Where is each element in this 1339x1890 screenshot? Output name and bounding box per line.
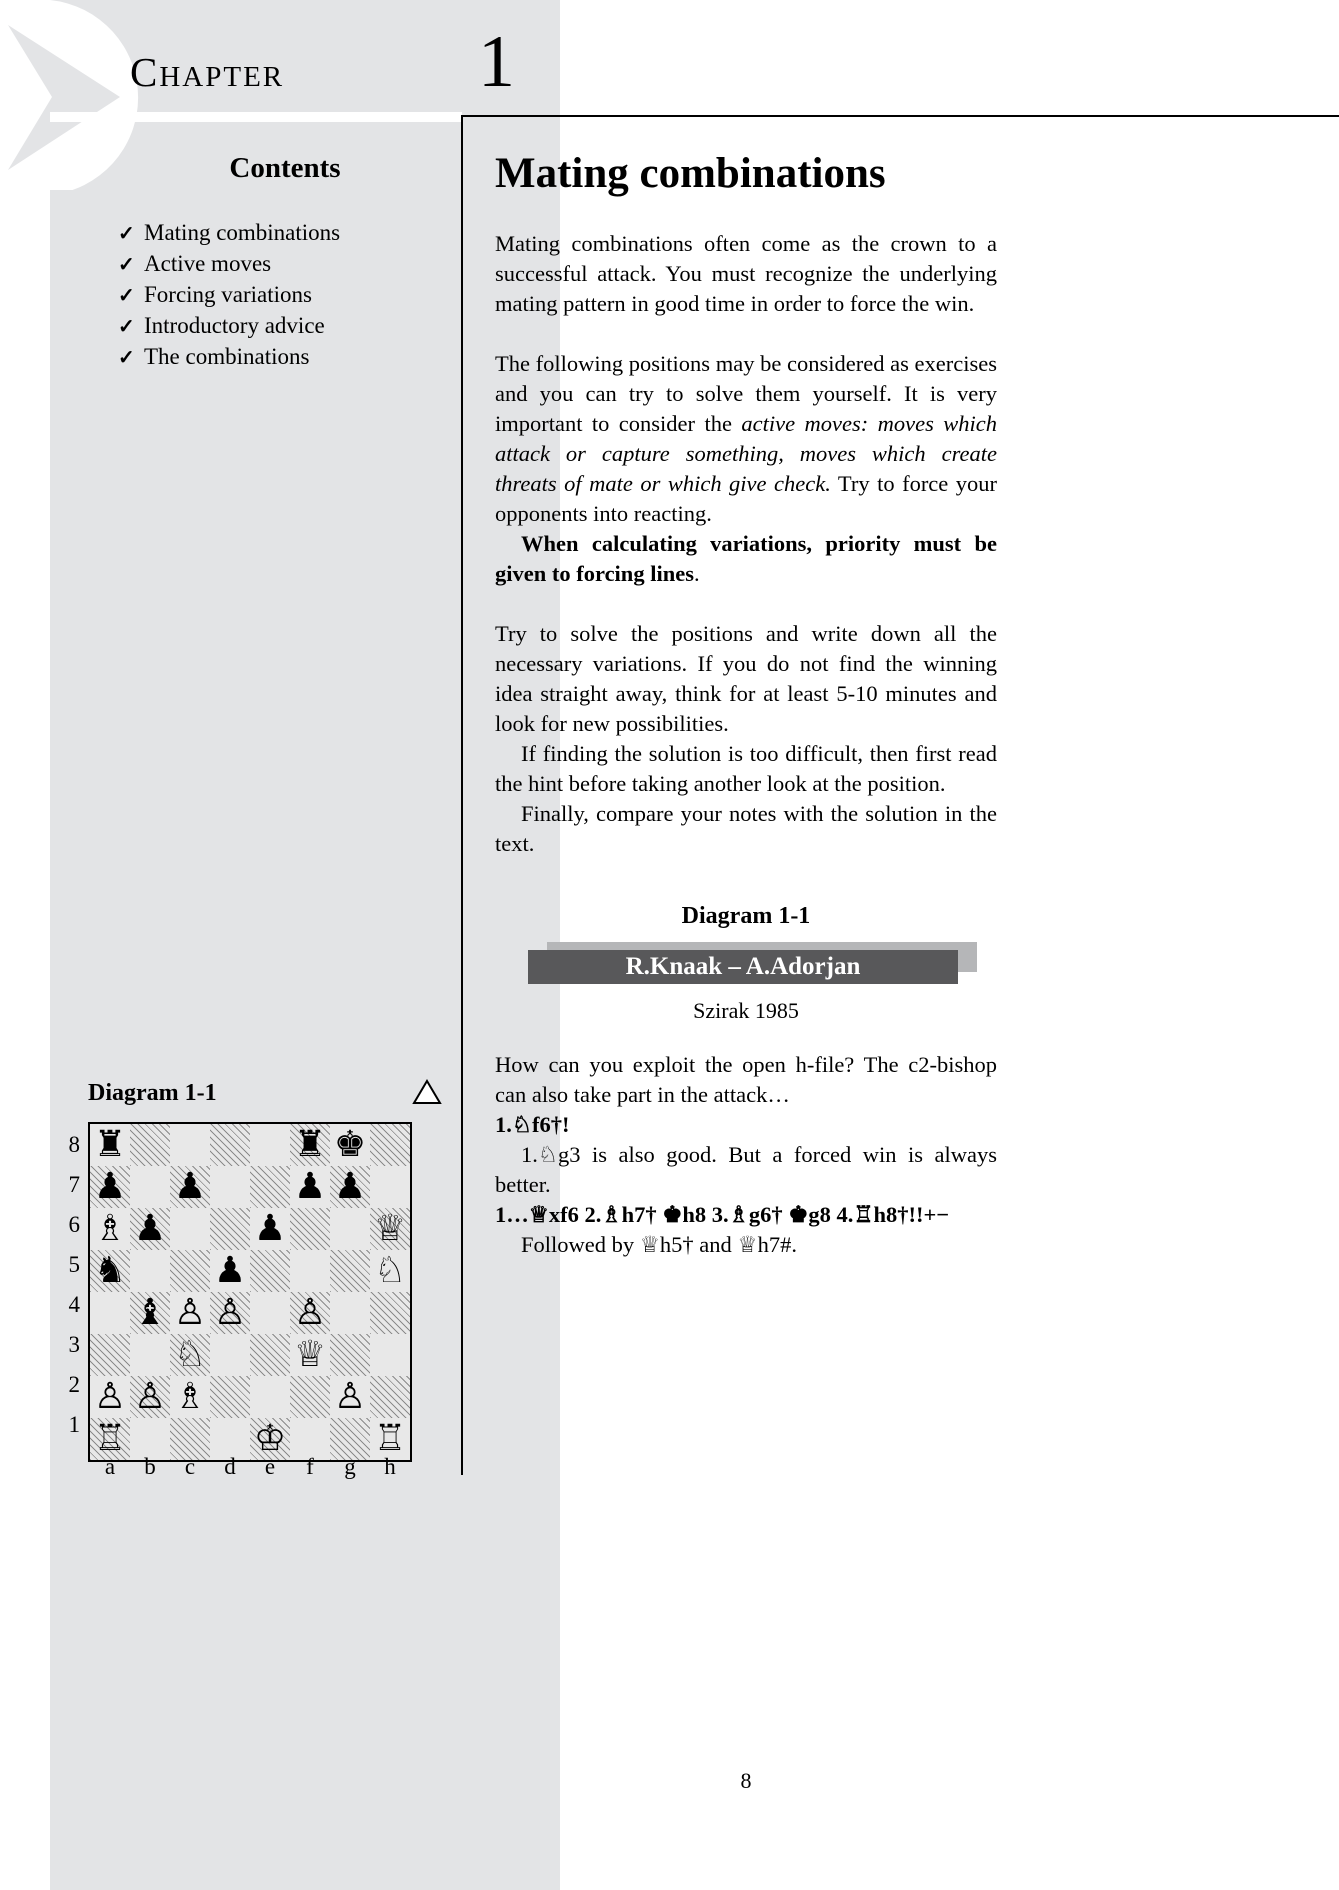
board-square[interactable] — [290, 1250, 330, 1292]
board-square[interactable] — [130, 1123, 170, 1166]
rank-label: 6 — [68, 1212, 80, 1237]
event-line: Szirak 1985 — [693, 998, 799, 1024]
board-square[interactable] — [210, 1166, 250, 1208]
rank-label: 8 — [68, 1132, 80, 1157]
board-square[interactable] — [89, 1250, 130, 1292]
chess-piece: ♘ — [173, 1334, 207, 1374]
board-square[interactable] — [330, 1123, 370, 1166]
check-icon: ✓ — [118, 347, 135, 369]
rank-label: 2 — [68, 1372, 80, 1397]
board-square[interactable] — [290, 1292, 330, 1334]
board-square[interactable] — [330, 1292, 370, 1334]
chess-piece: ♕ — [293, 1334, 327, 1374]
chess-piece: ♚ — [333, 1124, 367, 1164]
right-diagram-label: Diagram 1-1 — [681, 903, 811, 930]
chess-piece: ♙ — [213, 1292, 247, 1332]
board-square[interactable] — [330, 1334, 370, 1376]
rank-label: 3 — [68, 1332, 80, 1357]
contents-item[interactable] — [118, 249, 518, 280]
file-label: a — [104, 1454, 116, 1479]
board-square[interactable] — [170, 1250, 210, 1292]
board-square[interactable] — [290, 1376, 330, 1418]
chess-piece: ♟ — [253, 1208, 287, 1248]
file-label: d — [224, 1454, 236, 1479]
chess-piece: ♗ — [93, 1208, 127, 1248]
file-label: h — [384, 1454, 396, 1479]
board-square[interactable] — [250, 1123, 290, 1166]
chapter-word: Chapter — [130, 49, 285, 95]
paragraph-compare: Finally, compare your notes with the solution in the text. — [495, 801, 997, 857]
paragraph-exercises — [495, 349, 997, 529]
chess-piece: ♟ — [213, 1250, 247, 1290]
contents-item-label: The combinations — [144, 344, 310, 369]
board-square[interactable] — [210, 1334, 250, 1376]
board-square[interactable] — [370, 1376, 411, 1418]
para2-italic: active moves: moves which attack or capture something, moves which create threats of mate or which give check. — [495, 411, 998, 497]
main-column — [495, 150, 997, 1260]
chapter-number: 1 — [478, 21, 515, 103]
chess-board-wrap — [68, 1122, 412, 1479]
para2-tail: Try to force your opponents into reacting. — [495, 471, 998, 527]
diagram-block — [60, 1080, 460, 1116]
board-square[interactable] — [250, 1250, 290, 1292]
contents-item-label: Forcing variations — [144, 282, 312, 307]
chess-piece: ♟ — [133, 1208, 167, 1248]
priority-bold: When calculating variations, priority must be given to forcing lines — [495, 531, 997, 587]
board-square[interactable] — [370, 1123, 411, 1166]
contents-item-label: Introductory advice — [144, 313, 325, 338]
contents-item[interactable] — [118, 311, 518, 342]
analysis-move1: 1.♘f6†! — [495, 1112, 570, 1138]
game-banner — [495, 942, 997, 986]
board-square[interactable] — [250, 1166, 290, 1208]
file-label: e — [264, 1454, 276, 1479]
board-square[interactable] — [210, 1376, 250, 1418]
chess-piece: ♟ — [93, 1166, 127, 1206]
chess-piece: ♖ — [93, 1418, 127, 1458]
file-label: g — [344, 1454, 356, 1479]
board-square[interactable] — [250, 1292, 290, 1334]
file-label: f — [306, 1454, 314, 1479]
header-gap — [50, 112, 462, 122]
page-number: 8 — [740, 1768, 752, 1793]
board-square[interactable] — [290, 1208, 330, 1250]
board-square[interactable] — [170, 1292, 210, 1334]
white-triangle-icon — [412, 1078, 442, 1111]
priority-period: . — [693, 561, 700, 587]
chess-piece: ♖ — [373, 1418, 407, 1458]
chess-piece: ♟ — [173, 1166, 207, 1206]
board-rank — [89, 1376, 411, 1418]
board-square[interactable] — [330, 1376, 370, 1418]
board-rank — [89, 1292, 411, 1334]
contents-item-label: Active moves — [144, 251, 272, 276]
board-square[interactable] — [370, 1166, 411, 1208]
chess-piece: ♙ — [93, 1376, 127, 1416]
chess-piece: ♜ — [93, 1124, 127, 1164]
paragraph-priority — [495, 529, 997, 589]
board-square[interactable] — [250, 1208, 290, 1250]
chess-piece: ♟ — [333, 1166, 367, 1206]
chess-piece: ♙ — [173, 1292, 207, 1332]
analysis-question: How can you exploit the open h-file? The c2-bishop can also take part in the attack… — [495, 1052, 997, 1108]
page-title: Mating combinations — [495, 150, 886, 197]
chess-piece: ♘ — [373, 1250, 407, 1290]
board-square[interactable] — [370, 1208, 411, 1250]
board-square[interactable] — [250, 1418, 290, 1461]
chess-piece: ♟ — [293, 1166, 327, 1206]
chess-piece: ♞ — [93, 1250, 127, 1290]
board-square[interactable] — [170, 1123, 210, 1166]
board-square[interactable] — [170, 1334, 210, 1376]
diagram-caption-row — [60, 1080, 460, 1116]
file-label: c — [184, 1454, 196, 1479]
paragraph-solve: Try to solve the positions and write down all the necessary variations. If you do not find the winning idea straight away, think for at least 5-10 minutes and look for new possibilities. — [495, 621, 997, 737]
board-square[interactable] — [89, 1208, 130, 1250]
rank-label: 5 — [68, 1252, 80, 1277]
board-rank — [89, 1208, 411, 1250]
chess-piece: ♙ — [133, 1376, 167, 1416]
contents-item-label: Mating combinations — [144, 220, 341, 245]
board-square[interactable] — [330, 1250, 370, 1292]
contents-item[interactable] — [118, 218, 518, 249]
board-square[interactable] — [330, 1208, 370, 1250]
contents-item[interactable] — [118, 280, 518, 311]
board-rank — [89, 1334, 411, 1376]
board-square[interactable] — [170, 1166, 210, 1208]
analysis-comment2: Followed by ♕h5† and ♕h7#. — [521, 1232, 797, 1258]
contents-list — [118, 218, 518, 373]
board-square[interactable] — [170, 1376, 210, 1418]
file-label: b — [144, 1454, 156, 1479]
diagram-label: Diagram 1-1 — [88, 1080, 217, 1106]
rank-label: 4 — [68, 1292, 80, 1317]
board-square[interactable] — [89, 1334, 130, 1376]
board-square[interactable] — [170, 1208, 210, 1250]
check-icon: ✓ — [118, 223, 135, 245]
board-square[interactable] — [250, 1376, 290, 1418]
check-icon: ✓ — [118, 254, 135, 276]
contents-item[interactable] — [118, 342, 518, 373]
chess-board — [88, 1122, 412, 1462]
board-square[interactable] — [330, 1166, 370, 1208]
board-rank — [89, 1166, 411, 1208]
board-square[interactable] — [130, 1166, 170, 1208]
board-square[interactable] — [370, 1292, 411, 1334]
board-square[interactable] — [89, 1418, 130, 1461]
chess-piece: ♔ — [253, 1418, 287, 1458]
chess-piece: ♜ — [293, 1124, 327, 1164]
check-icon: ✓ — [118, 316, 135, 338]
chess-piece: ♝ — [133, 1292, 167, 1332]
check-icon: ✓ — [118, 285, 135, 307]
board-square[interactable] — [290, 1123, 330, 1166]
analysis-comment1: 1.♘g3 is also good. But a forced win is always better. — [495, 1142, 997, 1198]
board-square[interactable] — [130, 1292, 170, 1334]
board-square[interactable] — [250, 1334, 290, 1376]
board-square[interactable] — [89, 1123, 130, 1166]
board-square[interactable] — [130, 1208, 170, 1250]
contents-title: Contents — [229, 152, 341, 184]
board-square[interactable] — [130, 1334, 170, 1376]
board-square[interactable] — [290, 1166, 330, 1208]
board-square[interactable] — [370, 1418, 411, 1461]
chess-piece: ♙ — [293, 1292, 327, 1332]
header-rule — [461, 115, 1339, 117]
paragraph-hint: If finding the solution is too difficult, then first read the hint before taking another look at the position. — [495, 741, 997, 797]
board-rank — [89, 1123, 411, 1166]
board-square[interactable] — [89, 1166, 130, 1208]
chess-piece: ♗ — [173, 1376, 207, 1416]
paragraph-intro: Mating combinations often come as the crown to a successful attack. You must recognize the underlying mating pattern in good time in order to force the win. — [495, 231, 997, 317]
board-square[interactable] — [130, 1250, 170, 1292]
player-names: R.Knaak – A.Adorjan — [625, 953, 861, 981]
board-square[interactable] — [210, 1123, 250, 1166]
board-square[interactable] — [210, 1292, 250, 1334]
rank-label: 1 — [68, 1412, 80, 1437]
board-square[interactable] — [370, 1250, 411, 1292]
board-square[interactable] — [290, 1334, 330, 1376]
para2-lead: The following positions may be considered as exercises and you can try to solve them yourself. It is very important to consider the — [495, 351, 997, 437]
analysis-mainline: 1…♕xf6 2.♗h7† ♚h8 3.♗g6† ♚g8 4.♖h8†!!+− — [495, 1202, 950, 1228]
analysis-section — [495, 1050, 997, 1260]
board-square[interactable] — [210, 1250, 250, 1292]
chess-piece: ♕ — [373, 1208, 407, 1248]
board-square[interactable] — [130, 1376, 170, 1418]
board-square[interactable] — [89, 1376, 130, 1418]
board-rank — [89, 1250, 411, 1292]
rank-label: 7 — [68, 1172, 80, 1197]
board-square[interactable] — [370, 1334, 411, 1376]
board-square[interactable] — [210, 1208, 250, 1250]
board-square[interactable] — [89, 1292, 130, 1334]
chess-piece: ♙ — [333, 1376, 367, 1416]
